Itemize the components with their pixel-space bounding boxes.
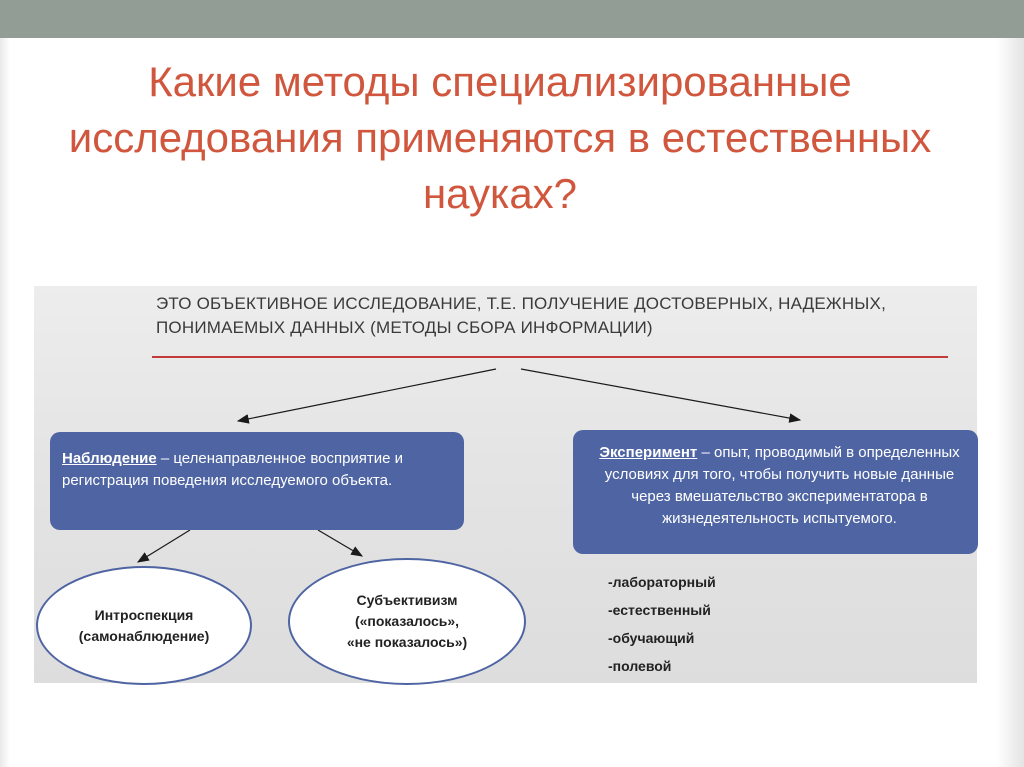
experiment-type-item: -полевой	[608, 658, 672, 674]
introspection-label: Интроспекция	[94, 606, 194, 623]
experiment-type-item: -обучающий	[608, 630, 695, 646]
experiment-term: Эксперимент	[599, 444, 698, 461]
slide-edge-right	[996, 38, 1024, 767]
definition-text: ЭТО ОБЪЕКТИВНОЕ ИССЛЕДОВАНИЕ, Т.Е. ПОЛУЧЕНИЕ ДОСТОВЕРНЫХ, НАДЕЖНЫХ, ПОНИМАЕМЫХ ДАННЫХ (МЕТОДЫ СБОРА ИНФОРМАЦИИ)	[156, 294, 887, 337]
subjectivism-ellipse	[288, 558, 526, 685]
experiment-box	[573, 430, 978, 554]
arrow-to-introspection	[138, 530, 190, 562]
subjectivism-sublabel-1: («показалось»,	[354, 613, 460, 629]
arrow-to-subjectivism	[318, 530, 362, 556]
diagram-panel	[34, 286, 977, 683]
arrow-to-experiment	[521, 369, 800, 420]
slide-edge-left	[0, 38, 10, 767]
experiment-definition: – опыт, проводимый в определенных условиях для того, чтобы получить новые данные через вмешательство экспериментатора в жизнедеятельность испытуемого.	[604, 444, 960, 527]
introspection-sublabel: (самонаблюдение)	[78, 627, 210, 644]
observation-definition: – целенаправленное восприятие и регистрация поведения исследуемого объекта.	[62, 450, 404, 489]
slide-title: Какие методы специализированные исследования применяются в естественных науках?	[68, 58, 932, 217]
subjectivism-label: Субъективизм	[356, 592, 458, 608]
subjectivism-sublabel-2: «не показалось»)	[346, 634, 468, 650]
experiment-type-item: -естественный	[608, 602, 711, 618]
top-bar	[0, 0, 1024, 38]
observation-box	[50, 432, 464, 530]
experiment-types-list	[608, 568, 716, 680]
introspection-ellipse	[36, 566, 252, 685]
arrow-to-observation	[238, 369, 496, 421]
experiment-type-item: -лабораторный	[608, 574, 716, 590]
observation-term: Наблюдение	[62, 450, 157, 467]
